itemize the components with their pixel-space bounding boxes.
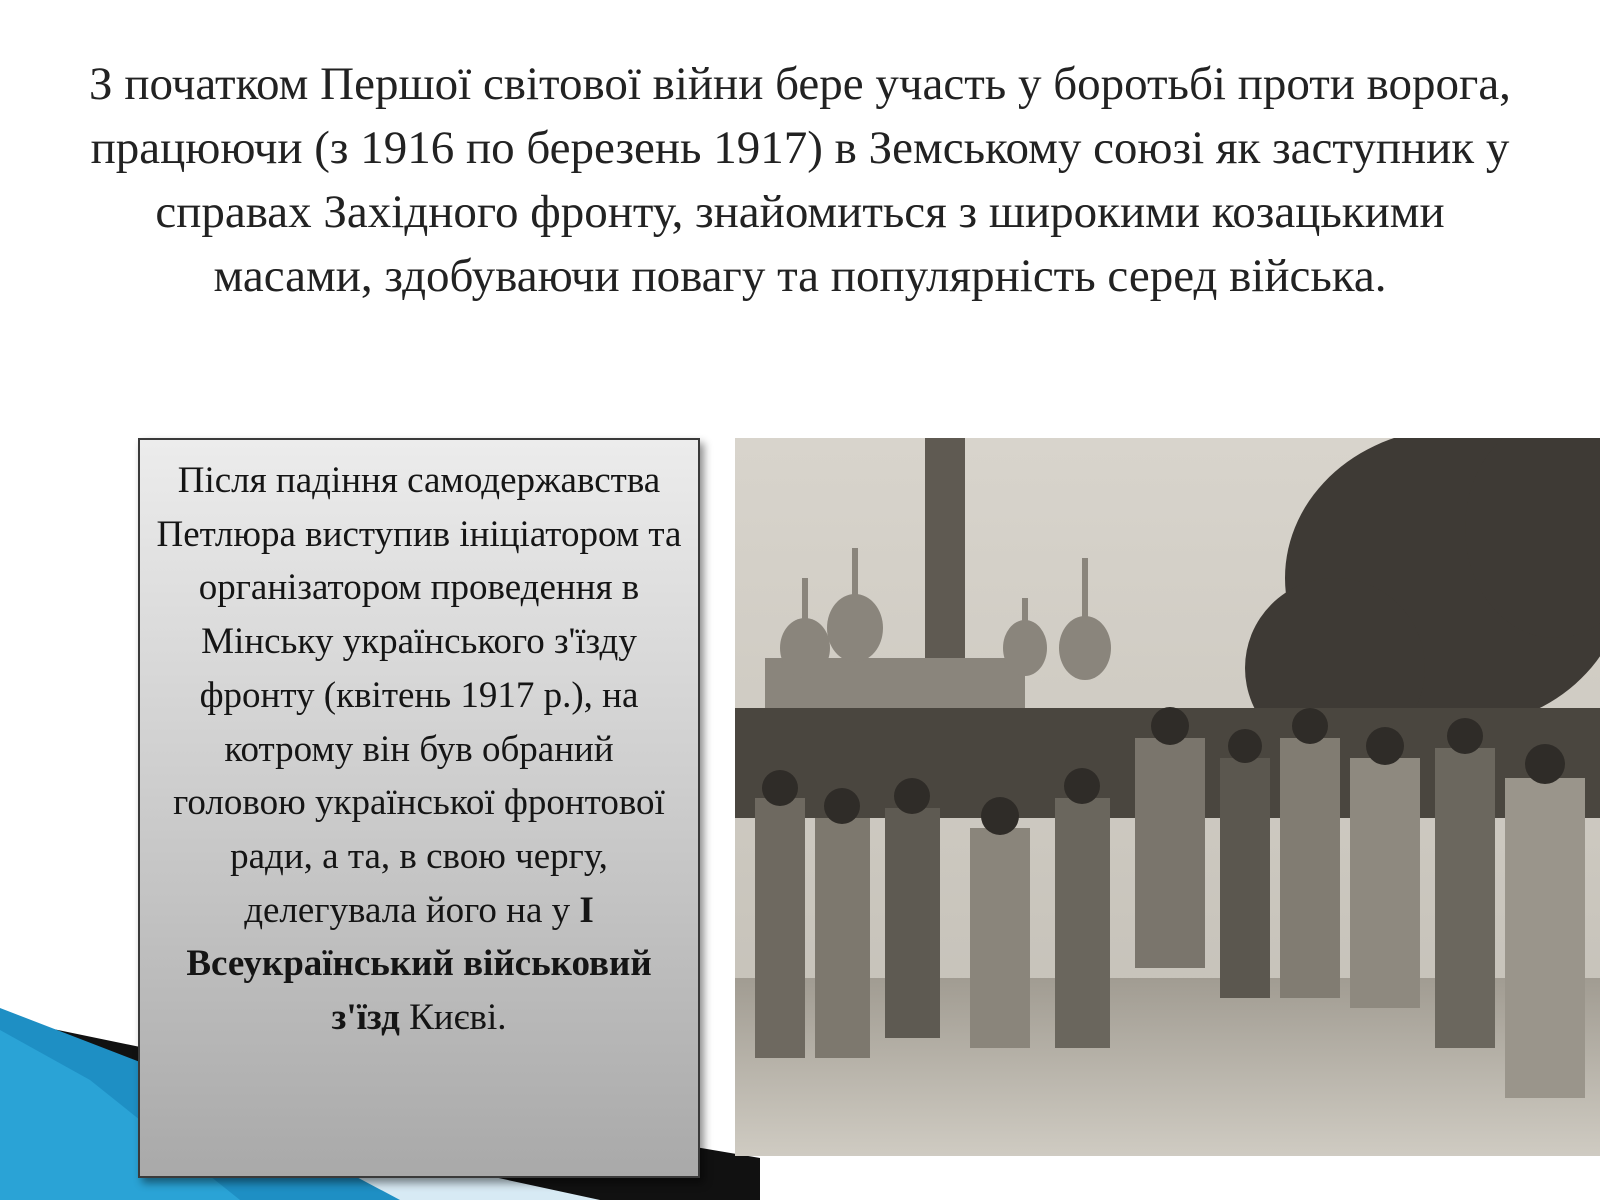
historical-photo xyxy=(735,438,1600,1156)
callout-box xyxy=(138,438,700,1178)
callout-bold-text: І Всеукраїнський військовий з'їзд xyxy=(186,889,652,1039)
callout-text-start: Після падіння самодержавства Петлюра виступив ініціатором та організатором проведення в Мінську українського з'їзду фронту (квітень 1917 р.), на котрому він був обраний головою української фронтової ради, а та, в свою чергу, делегувала його на у xyxy=(156,460,682,931)
intro-paragraph: З початком Першої світової війни бере участь у боротьбі проти ворога, працюючи (з 1916 по березень 1917) в Земському союзі як заступник у справах Західного фронту, знайомиться з широкими козацькими масами, здобуваючи повагу та популярність серед війська. xyxy=(89,58,1511,302)
callout-text-end: Києві. xyxy=(399,997,507,1039)
